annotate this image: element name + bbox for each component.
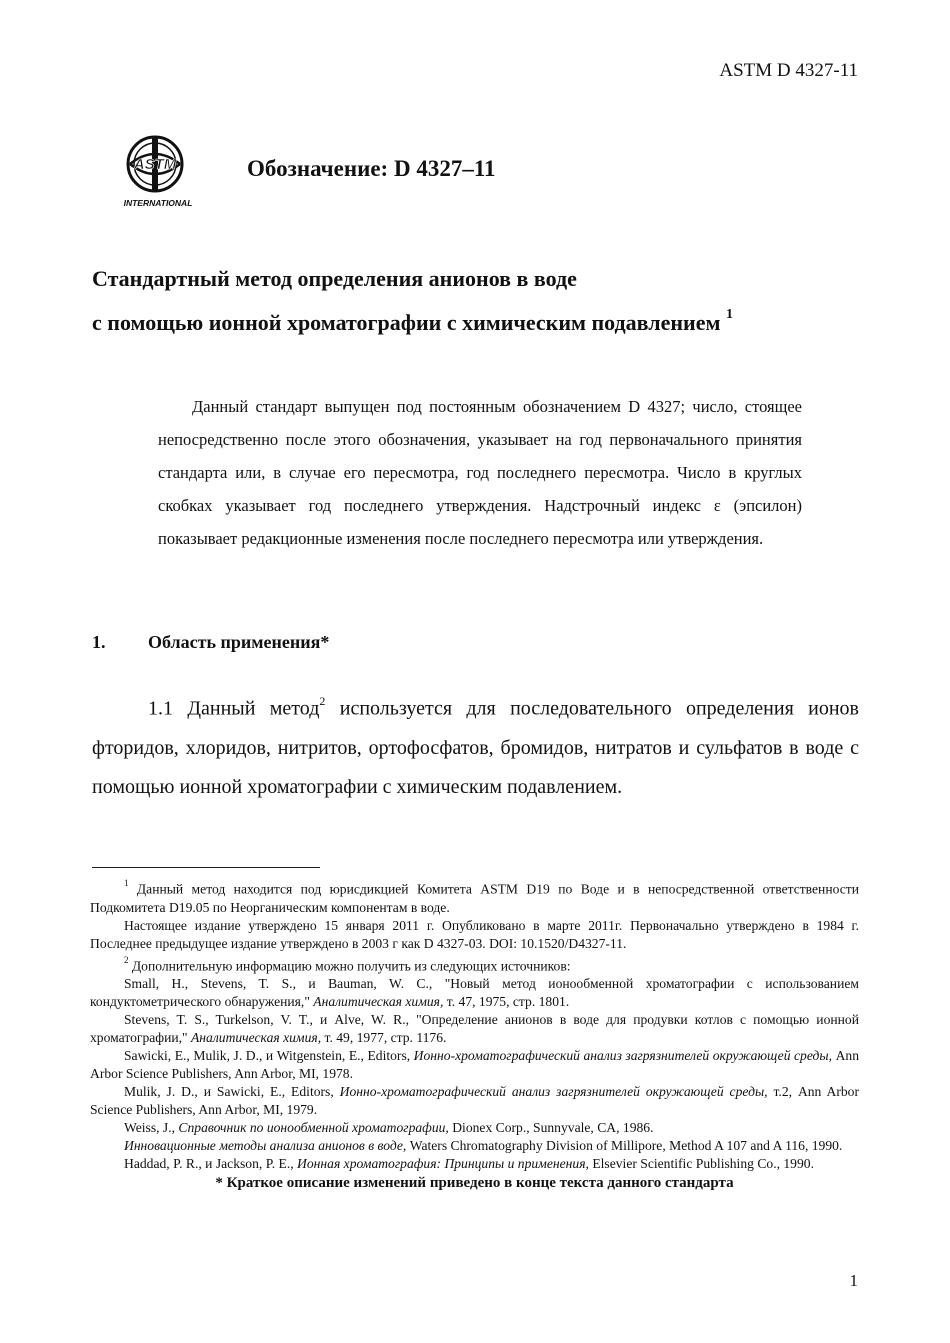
designation-heading: Обозначение: D 4327–11	[247, 156, 496, 181]
ref-details: Waters Chromatography Division of Millipore, Method A 107 and A 116, 1990.	[406, 1138, 843, 1154]
running-header: ASTM D 4327-11	[719, 60, 858, 81]
ref-details: Elsevier Scientific Publishing Co., 1990.	[588, 1156, 814, 1172]
ref-details: т. 47, 1975, стр. 1801.	[443, 994, 570, 1010]
ref-title: Ионно-хроматографический анализ загрязнителей окружающей среды,	[413, 1048, 833, 1064]
ref-title: Ионно-хроматографический анализ загрязнителей окружающей среды,	[339, 1084, 768, 1100]
section-number: 1.	[92, 632, 106, 652]
reference-item	[90, 1083, 859, 1119]
footnote-divider	[92, 867, 320, 868]
footnote-2-number: 2	[124, 954, 129, 965]
ref-authors: Sawicki, E., Mulik, J. D., и Witgenstein, E., Editors,	[124, 1048, 414, 1064]
section-title: Область применения*	[148, 632, 330, 652]
ref-title: Справочник по ионообменной хроматографии,	[178, 1120, 449, 1136]
logo-bottom-text: INTERNATIONAL	[123, 198, 193, 208]
reference-item	[90, 1137, 859, 1155]
title-line-1: Стандартный метод определения анионов в воде	[92, 266, 577, 291]
ref-journal: Аналитическая химия,	[313, 994, 444, 1010]
page-number: 1	[849, 1271, 858, 1290]
footnote-1	[90, 876, 859, 917]
footnote-ref-2: 2	[319, 694, 326, 708]
footnotes	[90, 876, 859, 1207]
logo-top-text: ASTM	[133, 156, 177, 173]
ref-authors: Haddad, P. R., и Jackson, P. E.,	[124, 1156, 298, 1172]
title-footnote-ref: 1	[725, 306, 733, 322]
ref-journal: Аналитическая химия,	[191, 1030, 322, 1046]
paragraph-rest: используется для последовательного определения ионов фторидов, хлоридов, нитритов, ортофосфатов, бромидов, нитратов и сульфатов в воде с помощью ионной хроматографии с химическим подавлением.	[92, 697, 859, 798]
ref-authors: Stevens, T. S., Turkelson, V. T., и Alve, W. R., "Определение анионов в воде для продувки котлов с помощью ионной хроматографии,"	[90, 1012, 859, 1046]
paragraph-lead: 1.1 Данный метод	[148, 697, 320, 720]
title-line-2-text: с помощью ионной хроматографии с химическим подавлением	[92, 310, 721, 335]
ref-authors: Mulik, J. D., и Sawicki, E., Editors,	[124, 1084, 340, 1100]
footnote-2	[90, 953, 859, 976]
standard-notice: Данный стандарт выпущен под постоянным обозначением D 4327; число, стоящее непосредственно после этого обозначения, указывает на год первоначального принятия стандарта или, в случае его пересмотра, год последнего пересмотра. Число в круглых скобках указывает год последнего утверждения. Надстрочный индекс ε (эпсилон) показывает редакционные изменения после последнего пересмотра или утверждения.	[158, 397, 802, 548]
paragraph-1-1	[92, 684, 859, 807]
footnote-approval: Настоящее издание утверждено 15 января 2011 г. Опубликовано в марте 2011г. Первоначально утверждено в 1984 г. Последнее предыдущее издание утверждено в 2003 г как D 4327-03. DOI: 10.1520/D4327-11.	[90, 917, 859, 951]
summary-of-changes-note: * Краткое описание изменений приведено в конце текста данного стандарта	[215, 1175, 734, 1192]
reference-item	[90, 1011, 859, 1047]
ref-details: т.2, Ann Arbor Science Publishers, Ann Arbor, MI, 1979.	[90, 1084, 859, 1118]
footnote-1-text: Данный метод находится под юрисдикцией Комитета ASTM D19 по Воде и в непосредственной ответственности Подкомитета D19.05 по Неорганическим компонентам в воде.	[90, 881, 859, 915]
ref-details: Ann Arbor Science Publishers, Ann Arbor, MI, 1978.	[90, 1048, 859, 1082]
ref-authors: Weiss, J.,	[124, 1120, 179, 1136]
ref-title: Ионная хроматография: Принципы и применения,	[297, 1156, 589, 1172]
reference-item	[90, 975, 859, 1011]
footnote-2-text: Дополнительную информацию можно получить из следующих источников:	[128, 958, 571, 974]
astm-logo	[118, 134, 202, 210]
reference-item	[90, 1155, 859, 1173]
reference-item	[90, 1047, 859, 1083]
reference-item	[90, 1119, 859, 1137]
ref-title: Инновационные методы анализа анионов в воде,	[124, 1138, 407, 1154]
ref-details: Dionex Corp., Sunnyvale, CA, 1986.	[448, 1120, 654, 1136]
footnote-1-number: 1	[124, 878, 129, 888]
title-line-2	[92, 306, 733, 336]
ref-authors: Small, H., Stevens, T. S., и Bauman, W. C., "Новый метод ионообменной хроматографии с использованием кондуктометрического обнаружения,"	[90, 976, 859, 1010]
ref-details: т. 49, 1977, стр. 1176.	[321, 1030, 447, 1046]
